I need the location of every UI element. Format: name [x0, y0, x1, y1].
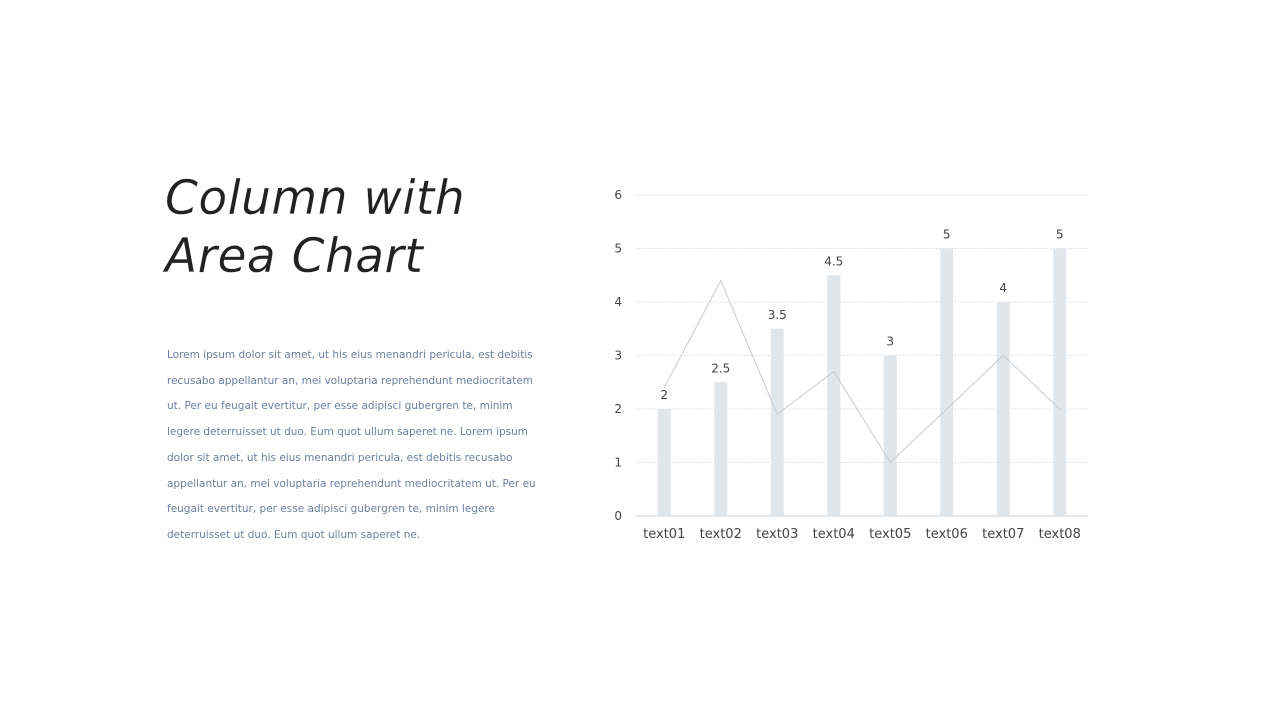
bar-text06: [940, 249, 953, 517]
bar-text07: [997, 302, 1010, 516]
y-tick-label: 4: [614, 295, 622, 309]
x-tick-label: text04: [812, 527, 855, 542]
body-paragraph: Lorem ipsum dolor sit amet, ut his eius menandri pericula, est debitis recusabo appellantur an, mei voluptaria reprehendunt mediocritatem ut. Per eu feugait evertitur, per esse adipisci gubergren te, minim legere deterruisset ut duo. Eum quot ullum saperet ne. Lorem ipsum dolor sit amet, ut his eius menandri pericula, est debitis recusabo appellantur an, mei voluptaria reprehendunt mediocritatem ut. Per eu feugait evertitur, per esse adipisci gubergren te, minim legere deterruisset ut duo. Eum quot ullum saperet ne.: [167, 349, 536, 541]
data-label: 2: [660, 388, 669, 402]
data-label: 4: [999, 281, 1008, 295]
title-line-2: Area Chart: [165, 229, 424, 284]
x-tick-label: text06: [925, 527, 968, 542]
bar-text01: [658, 409, 671, 516]
data-label: 3.5: [767, 307, 787, 322]
data-label: 4.5: [824, 254, 844, 269]
x-tick-label: text03: [756, 527, 799, 542]
y-tick-label: 1: [614, 455, 622, 470]
bar-text02: [714, 382, 727, 516]
data-label: 5: [942, 227, 951, 242]
x-tick-label: text01: [643, 527, 686, 542]
y-tick-label: 3: [614, 348, 622, 363]
x-tick-label: text08: [1038, 527, 1081, 542]
bar-text03: [771, 329, 784, 516]
bar-text05: [884, 356, 897, 517]
title-line-1: Column with: [165, 171, 466, 226]
data-label: 2.5: [711, 361, 731, 376]
x-tick-label: text02: [699, 527, 742, 542]
bar-text08: [1053, 249, 1066, 517]
x-tick-label: text05: [869, 527, 912, 542]
column-area-chart: [600, 180, 1100, 560]
x-tick-label: text07: [982, 527, 1025, 542]
y-tick-label: 6: [614, 188, 622, 202]
bar-text04: [827, 275, 840, 516]
data-label: 3: [886, 334, 895, 349]
slide-title: [165, 170, 585, 286]
data-label: 5: [1055, 227, 1064, 242]
y-tick-label: 2: [614, 402, 622, 416]
y-tick-label: 0: [614, 509, 622, 523]
y-tick-label: 5: [614, 241, 622, 256]
